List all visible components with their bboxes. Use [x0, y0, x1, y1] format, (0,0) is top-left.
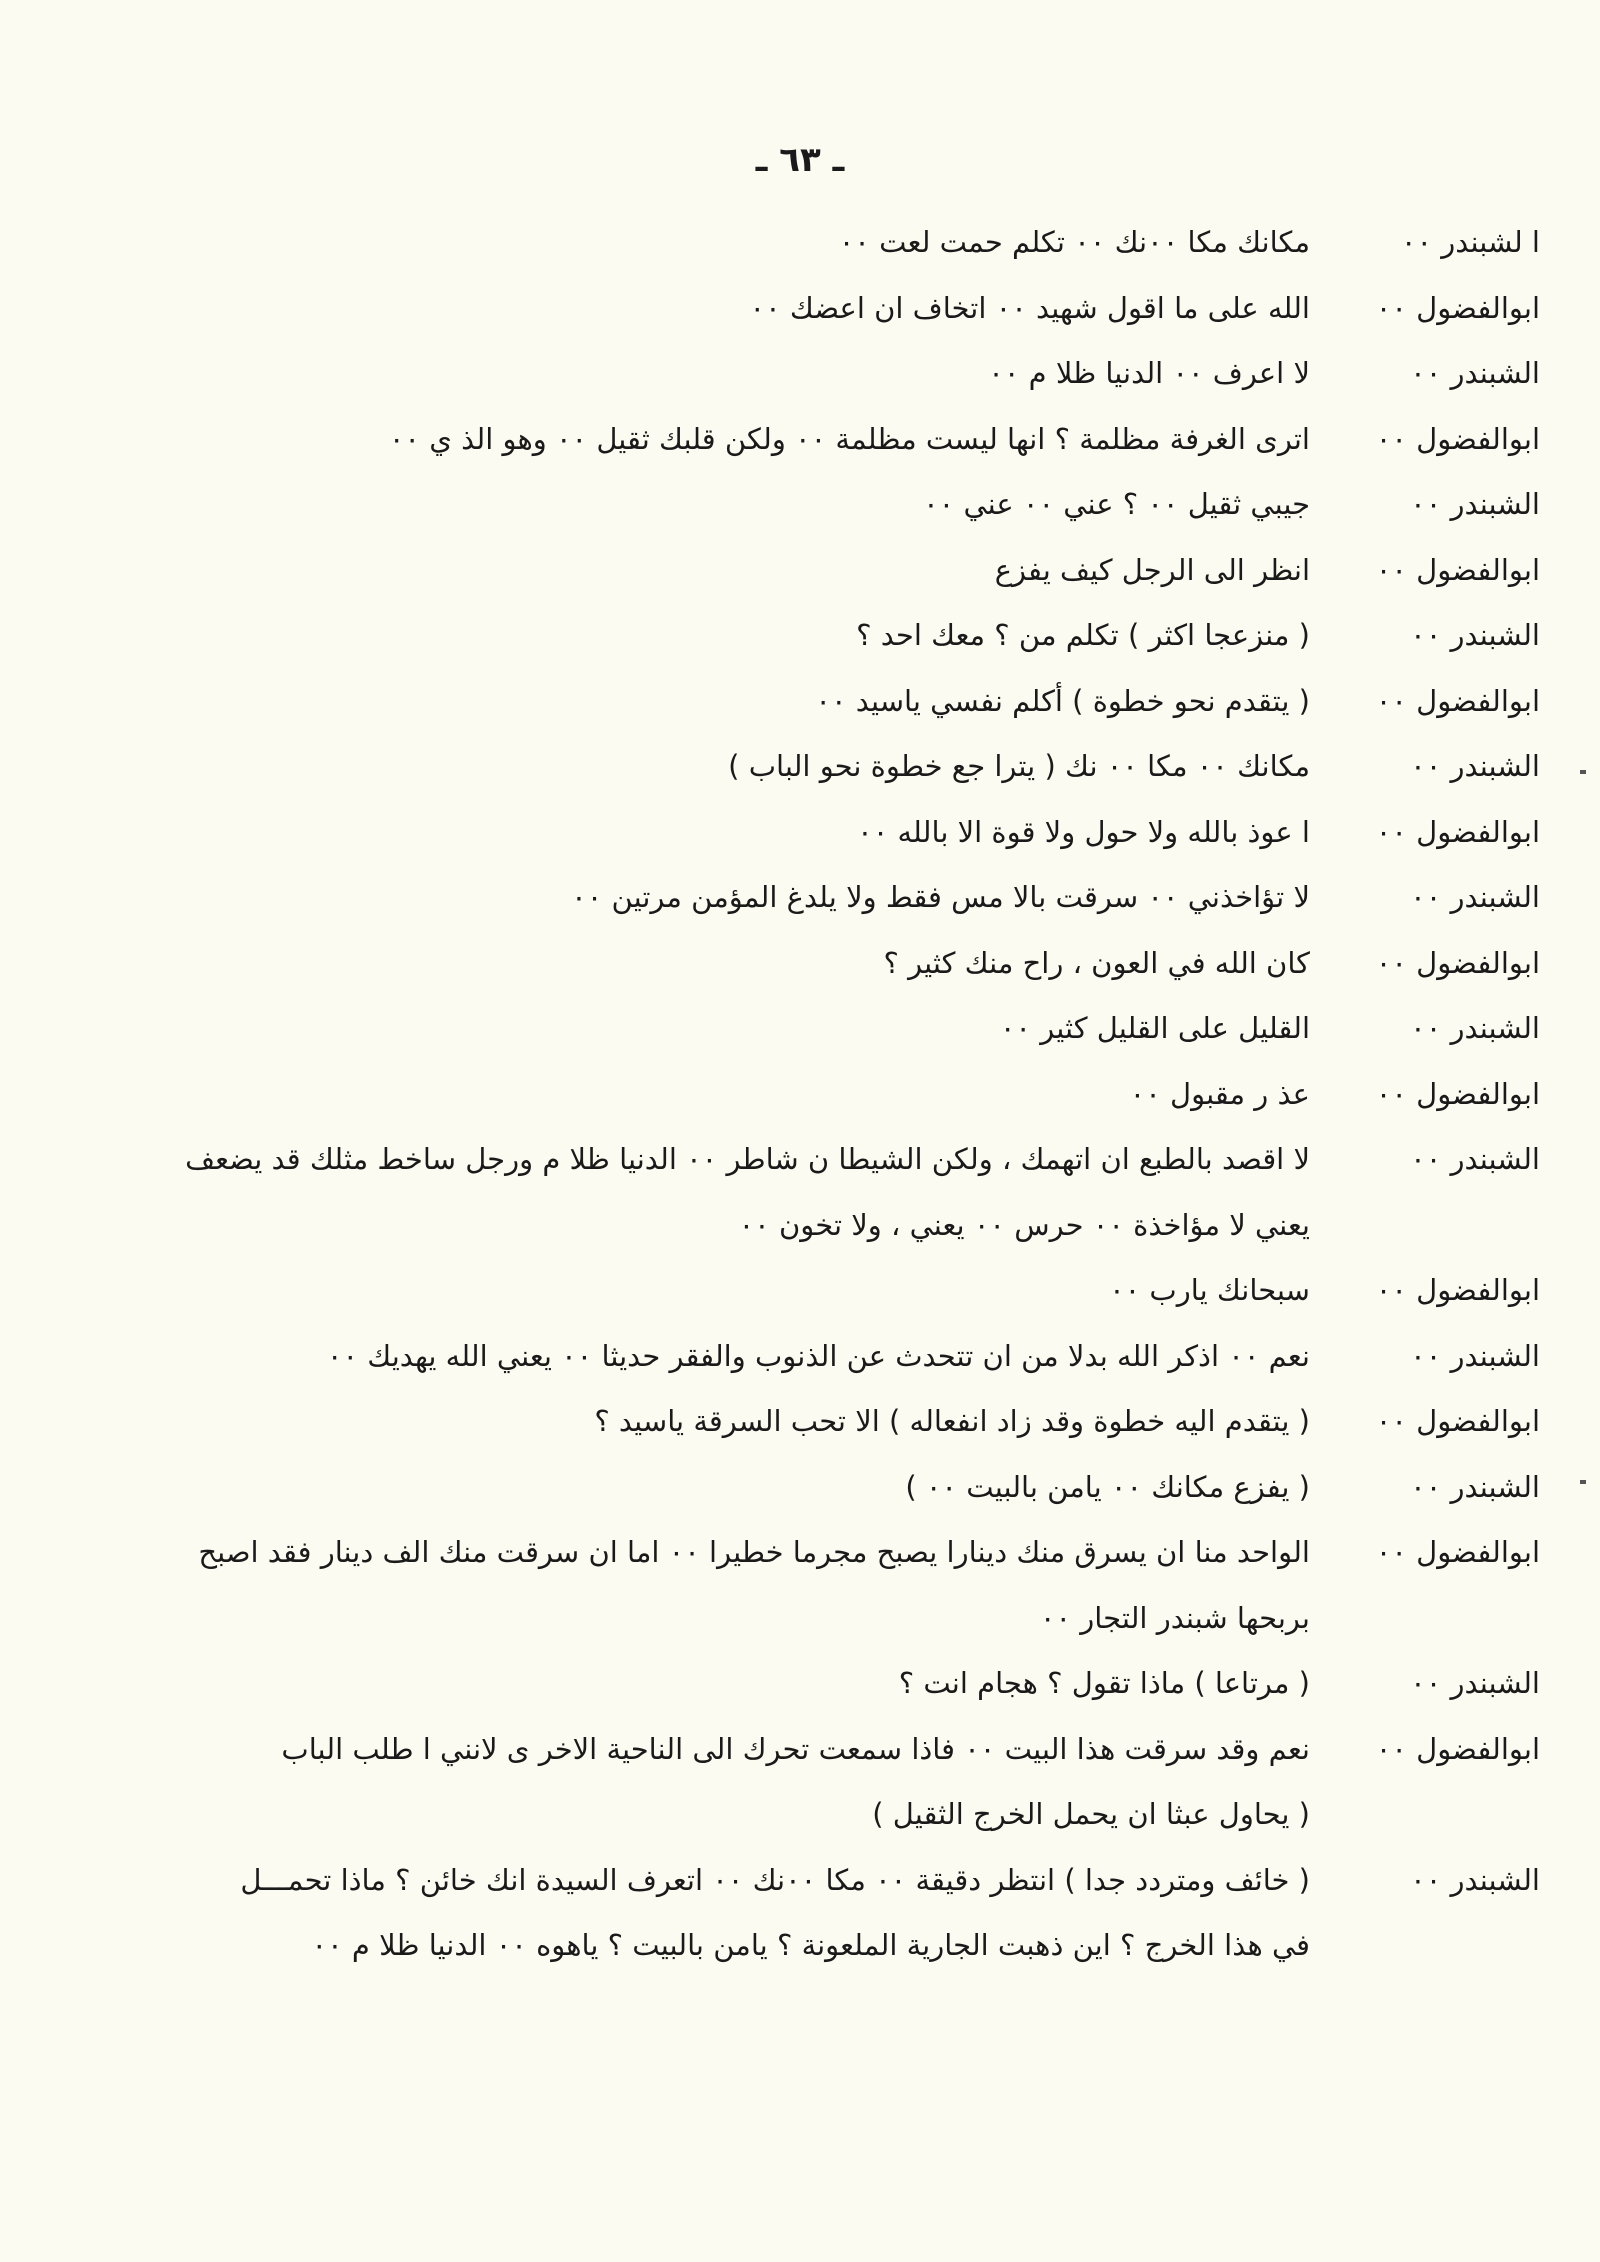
- scan-mark: [1580, 770, 1586, 774]
- speaker-name: ابوالفضول ٠٠: [1375, 1535, 1540, 1569]
- dialogue-line: [90, 1520, 1540, 1586]
- speech-text: كان الله في العون ، راح منك كثير ؟: [883, 945, 1310, 980]
- speaker-name: ابوالفضول ٠٠: [1375, 1731, 1540, 1766]
- dialogue-line: [90, 1193, 1540, 1259]
- dialogue-line: [90, 800, 1540, 866]
- dialogue-line: [90, 1127, 1540, 1193]
- dialogue-line: [90, 669, 1540, 735]
- dialogue-line: [90, 1651, 1540, 1717]
- dialogue-entry: [90, 603, 1540, 669]
- speaker-name: الشبندر ٠٠: [1410, 880, 1540, 914]
- speaker-name: ا لشبندر ٠٠: [1400, 225, 1540, 259]
- speech-text: مكانك مكا ٠٠نك ٠٠ تكلم حمت لعت ٠٠: [838, 225, 1310, 259]
- speaker-name: ابوالفضول ٠٠: [1375, 1273, 1540, 1307]
- dialogue-line: [90, 1913, 1540, 1979]
- dialogue-entry: [90, 1651, 1540, 1717]
- speech-text: ( مرتاعا ) ماذا تقول ؟ هجام انت ؟: [898, 1666, 1310, 1700]
- dialogue-line: [90, 1258, 1540, 1324]
- dialogue-entry: [90, 996, 1540, 1062]
- speaker-name: الشبندر ٠٠: [1410, 1862, 1540, 1897]
- speech-text: لا اقصد بالطبع ان اتهمك ، ولكن الشيطا ن شاطر ٠٠ الدنيا ظلا م ورجل ساخط مثلك قد يضعف: [185, 1142, 1310, 1176]
- dialogue-line: [90, 538, 1540, 604]
- speaker-name: الشبندر ٠٠: [1410, 487, 1540, 521]
- speech-text: القليل على القليل كثير ٠٠: [999, 1011, 1310, 1045]
- speech-text: الواحد منا ان يسرق منك دينارا يصبح مجرما خطيرا ٠٠ اما ان سرقت منك الف دينار فقد اصبح: [198, 1535, 1310, 1569]
- dialogue-entry: [90, 538, 1540, 604]
- dialogue-line: [90, 472, 1540, 538]
- speech-text: مكانك ٠٠ مكا ٠٠ نك ( يترا جع خطوة نحو الباب ): [728, 749, 1310, 783]
- speech-text: ( يتقدم اليه خطوة وقد زاد انفعاله ) الا تحب السرقة ياسيد ؟: [594, 1404, 1310, 1438]
- speech-text: نعم ٠٠ اذكر الله بدلا من ان تتحدث عن الذنوب والفقر حديثا ٠٠ يعني الله يهديك ٠٠: [326, 1338, 1310, 1373]
- dialogue-entry: [90, 800, 1540, 866]
- dialogue-line: [90, 210, 1540, 276]
- dialogue-line: [90, 276, 1540, 342]
- speaker-name: الشبندر ٠٠: [1410, 1142, 1540, 1176]
- dialogue-line: [90, 407, 1540, 473]
- dialogue-line: [90, 1848, 1540, 1914]
- dialogue-entry: [90, 341, 1540, 407]
- speaker-name: الشبندر ٠٠: [1410, 1469, 1540, 1504]
- speech-text: ( يفزع مكانك ٠٠ يامن بالبيت ٠٠ ): [905, 1469, 1310, 1504]
- speech-text: عذ ر مقبول ٠٠: [1129, 1076, 1310, 1111]
- speaker-name: الشبندر ٠٠: [1410, 749, 1540, 783]
- speaker-name: ابوالفضول ٠٠: [1375, 683, 1540, 718]
- speaker-name: الشبندر ٠٠: [1410, 356, 1540, 390]
- speech-text: لا اعرف ٠٠ الدنيا ظلا م ٠٠: [988, 356, 1310, 390]
- dialogue-entry: [90, 1389, 1540, 1455]
- speech-text: في هذا الخرج ؟ اين ذهبت الجارية الملعونة ؟ يامن بالبيت ؟ ياهوه ٠٠ الدنيا ظلا م ٠٠: [311, 1928, 1310, 1962]
- dialogue-entry: [90, 1062, 1540, 1128]
- speech-text: ( منزعجا اكثر ) تكلم من ؟ معك احد ؟: [856, 618, 1310, 652]
- speaker-name: ابوالفضول ٠٠: [1375, 1076, 1540, 1111]
- dialogue-entry: [90, 734, 1540, 800]
- scan-mark: [1580, 1480, 1586, 1484]
- dialogue-line: [90, 1717, 1540, 1783]
- speaker-name: الشبندر ٠٠: [1410, 618, 1540, 652]
- dialogue-line: [90, 1586, 1540, 1652]
- speech-text: ا عوذ بالله ولا حول ولا قوة الا بالله ٠٠: [857, 814, 1310, 849]
- speaker-name: ابوالفضول ٠٠: [1375, 1404, 1540, 1438]
- dialogue-entry: [90, 1455, 1540, 1521]
- dialogue-line: [90, 865, 1540, 931]
- speech-text: ( يحاول عبثا ان يحمل الخرج الثقيل ): [872, 1797, 1310, 1831]
- speaker-name: ابوالفضول ٠٠: [1375, 421, 1540, 456]
- dialogue-entry: [90, 276, 1540, 342]
- speaker-name: ابوالفضول ٠٠: [1375, 945, 1540, 980]
- dialogue-entry: [90, 669, 1540, 735]
- dialogue-line: [90, 931, 1540, 997]
- dialogue-line: [90, 1389, 1540, 1455]
- speech-text: ( يتقدم نحو خطوة ) أكلم نفسي ياسيد ٠٠: [815, 683, 1310, 718]
- speech-text: لا تؤاخذني ٠٠ سرقت بالا مس فقط ولا يلدغ المؤمن مرتين ٠٠: [571, 880, 1310, 914]
- speaker-name: الشبندر ٠٠: [1410, 1666, 1540, 1700]
- speaker-name: ابوالفضول ٠٠: [1375, 814, 1540, 849]
- speech-text: نعم وقد سرقت هذا البيت ٠٠ فاذا سمعت تحرك الى الناحية الاخر ى لانني ا طلب الباب: [281, 1731, 1310, 1766]
- speech-text: ( خائف ومتردد جدا ) انتظر دقيقة ٠٠ مكا ٠٠نك ٠٠ اتعرف السيدة انك خائن ؟ ماذا تحمـــل: [240, 1862, 1310, 1897]
- dialogue-entry: [90, 1258, 1540, 1324]
- speaker-name: ابوالفضول ٠٠: [1375, 290, 1540, 325]
- dialogue-entry: [90, 1127, 1540, 1258]
- dialogue-entry: [90, 210, 1540, 276]
- dialogue-entry: [90, 1520, 1540, 1651]
- dialogue-list: [90, 210, 1540, 1979]
- dialogue-entry: [90, 931, 1540, 997]
- dialogue-entry: [90, 1324, 1540, 1390]
- dialogue-line: [90, 341, 1540, 407]
- dialogue-entry: [90, 472, 1540, 538]
- dialogue-line: [90, 996, 1540, 1062]
- page-number: ـ ٦٣ ـ: [755, 140, 845, 180]
- dialogue-entry: [90, 1717, 1540, 1848]
- dialogue-line: [90, 734, 1540, 800]
- speech-text: بربحها شبندر التجار ٠٠: [1039, 1600, 1310, 1635]
- dialogue-line: [90, 1062, 1540, 1128]
- dialogue-line: [90, 1455, 1540, 1521]
- speech-text: اترى الغرفة مظلمة ؟ انها ليست مظلمة ٠٠ ولكن قلبك ثقيل ٠٠ وهو الذ ي ٠٠: [388, 421, 1310, 456]
- speech-text: انظر الى الرجل كيف يفزع: [994, 552, 1310, 587]
- speech-text: سبحانك يارب ٠٠: [1109, 1273, 1310, 1307]
- dialogue-entry: [90, 865, 1540, 931]
- dialogue-line: [90, 1324, 1540, 1390]
- speaker-name: الشبندر ٠٠: [1410, 1338, 1540, 1373]
- speech-text: يعني لا مؤاخذة ٠٠ حرس ٠٠ يعني ، ولا تخون ٠٠: [738, 1207, 1310, 1242]
- dialogue-line: [90, 603, 1540, 669]
- speaker-name: ابوالفضول ٠٠: [1375, 552, 1540, 587]
- dialogue-line: [90, 1782, 1540, 1848]
- speaker-name: الشبندر ٠٠: [1410, 1011, 1540, 1045]
- dialogue-entry: [90, 407, 1540, 473]
- dialogue-entry: [90, 1848, 1540, 1979]
- speech-text: الله على ما اقول شهيد ٠٠ اتخاف ان اعضك ٠٠: [749, 290, 1310, 325]
- speech-text: جيبي ثقيل ٠٠ ؟ عني ٠٠ عني ٠٠: [923, 487, 1310, 521]
